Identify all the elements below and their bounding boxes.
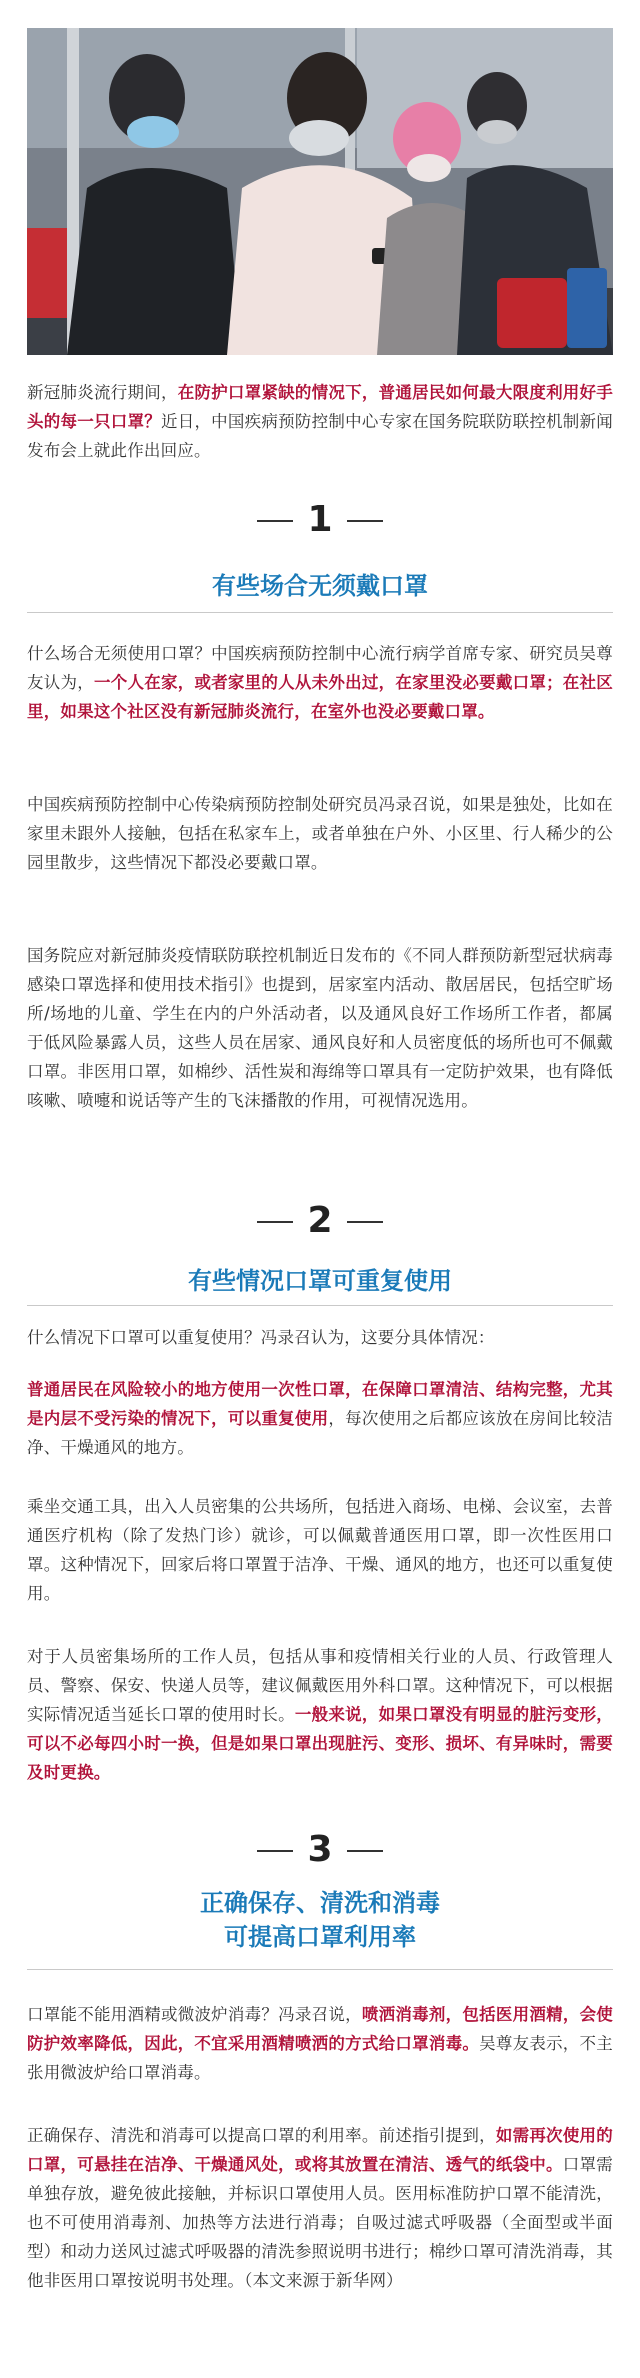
section-1-paragraph-3: 国务院应对新冠肺炎疫情联防联控机制近日发布的《不同人群预防新型冠状病毒感染口罩选择和使用技术指引》也提到，居家室内活动、散居居民，包括空旷场所/场地的儿童、学生在内的户外活动者，以及通风良好工作场所工作者，都属于低风险暴露人员，这些人员在居家、通风良好和人员密度低的场所也可不佩戴口罩。非医用口罩，如棉纱、活性炭和海绵等口罩具有一定防护效果，也有降低咳嗽、喷嚏和说话等产生的飞沫播散的作用，可视情况选用。 bbox=[27, 946, 613, 1110]
section-divider bbox=[27, 1969, 613, 1970]
section-1-number: 1 bbox=[0, 498, 640, 542]
dash-decoration bbox=[347, 1850, 383, 1852]
section-3-title: 正确保存、清洗和消毒 可提高口罩利用率 bbox=[200, 1889, 440, 1951]
section-1-paragraph-1: 什么场合无须使用口罩？中国疾病预防控制中心流行病学首席专家、研究员吴尊友认为，一个人在家，或者家里的人从未外出过，在家里没必要戴口罩；在社区里，如果这个社区没有新冠肺炎流行，在室外也没必要戴口罩。 bbox=[27, 644, 613, 721]
section-3-paragraph-2: 正确保存、清洗和消毒可以提高口罩的利用率。前述指引提到，如需再次使用的口罩，可悬挂在洁净、干燥通风处，或将其放置在清洁、透气的纸袋中。口罩需单独存放，避免彼此接触，并标识口罩使用人员。医用标准防护口罩不能清洗，也不可使用消毒剂、加热等方法进行消毒；自吸过滤式呼吸器（全面型或半面型）和动力送风过滤式呼吸器的清洗参照说明书进行；棉纱口罩可清洗消毒，其他非医用口罩按说明书处理。（本文来源于新华网） bbox=[27, 2126, 613, 2290]
dash-decoration bbox=[257, 1221, 293, 1223]
section-2-paragraph-1: 什么情况下口罩可以重复使用？冯录召认为，这要分具体情况： bbox=[27, 1328, 495, 1347]
highlight-text: 如需再次使用的口罩，可悬挂在洁净、干燥通风处，或将其放置在清洁、透气的纸袋中。 bbox=[27, 2126, 613, 2174]
dash-decoration bbox=[257, 520, 293, 522]
section-2-number: 2 bbox=[0, 1199, 640, 1243]
intro-highlight: 在防护口罩紧缺的情况下，普通居民如何最大限度利用好手头的每一只口罩？ bbox=[27, 383, 613, 431]
section-3-number: 3 bbox=[0, 1828, 640, 1872]
section-3-paragraph-1: 口罩能不能用酒精或微波炉消毒？冯录召说，喷洒消毒剂，包括医用酒精，会使防护效率降低，因此，不宜采用酒精喷洒的方式给口罩消毒。吴尊友表示，不主张用微波炉给口罩消毒。 bbox=[27, 2005, 614, 2082]
subway-passengers-image bbox=[27, 28, 613, 355]
section-2-paragraph-4: 对于人员密集场所的工作人员，包括从事和疫情相关行业的人员、行政管理人员、警察、保安、快递人员等，建议佩戴医用外科口罩。这种情况下，可以根据实际情况适当延长口罩的使用时长。一般来说，如果口罩没有明显的脏污变形，可以不必每四小时一换，但是如果口罩出现脏污、变形、损坏、有异味时，需要及时更换。 bbox=[27, 1647, 613, 1782]
dash-decoration bbox=[347, 520, 383, 522]
section-divider bbox=[27, 612, 613, 613]
intro-paragraph bbox=[27, 378, 613, 465]
dash-decoration bbox=[347, 1221, 383, 1223]
section-2-paragraph-2: 普通居民在风险较小的地方使用一次性口罩，在保障口罩清洁、结构完整，尤其是内层不受污染的情况下，可以重复使用，每次使用之后都应该放在房间比较洁净、干燥通风的地方。 bbox=[27, 1380, 613, 1457]
dash-decoration bbox=[257, 1850, 293, 1852]
intro-text: 近日，中国疾病预防控制中心专家在国务院联防联控机制新闻发布会上就此作出回应。 bbox=[27, 412, 613, 460]
section-2-paragraph-3: 乘坐交通工具，出入人员密集的公共场所，包括进入商场、电梯、会议室，去普通医疗机构（除了发热门诊）就诊，可以佩戴普通医用口罩，即一次性医用口罩。这种情况下，回家后将口罩置于洁净、干燥、通风的地方，也还可以重复使用。 bbox=[27, 1497, 613, 1603]
section-1-paragraph-2: 中国疾病预防控制中心传染病预防控制处研究员冯录召说，如果是独处，比如在家里未跟外人接触，包括在私家车上，或者单独在户外、小区里、行人稀少的公园里散步，这些情况下都没必要戴口罩。 bbox=[27, 795, 613, 872]
section-divider bbox=[27, 1305, 613, 1306]
section-1-title: 有些场合无须戴口罩 bbox=[212, 572, 428, 600]
highlight-text: 喷洒消毒剂，包括医用酒精，会使防护效率降低，因此，不宜采用酒精喷洒的方式给口罩消毒。 bbox=[27, 2005, 614, 2053]
highlight-text: 一般来说，如果口罩没有明显的脏污变形，可以不必每四小时一换，但是如果口罩出现脏污、变形、损坏、有异味时，需要及时更换。 bbox=[27, 1705, 613, 1782]
section-2-title: 有些情况口罩可重复使用 bbox=[188, 1267, 452, 1295]
hero-photo bbox=[27, 28, 613, 355]
highlight-text: 普通居民在风险较小的地方使用一次性口罩，在保障口罩清洁、结构完整，尤其是内层不受污染的情况下，可以重复使用 bbox=[27, 1380, 613, 1428]
highlight-text: 一个人在家，或者家里的人从未外出过，在家里没必要戴口罩；在社区里，如果这个社区没有新冠肺炎流行，在室外也没必要戴口罩。 bbox=[27, 673, 613, 721]
intro-text: 新冠肺炎流行期间， bbox=[27, 383, 178, 402]
